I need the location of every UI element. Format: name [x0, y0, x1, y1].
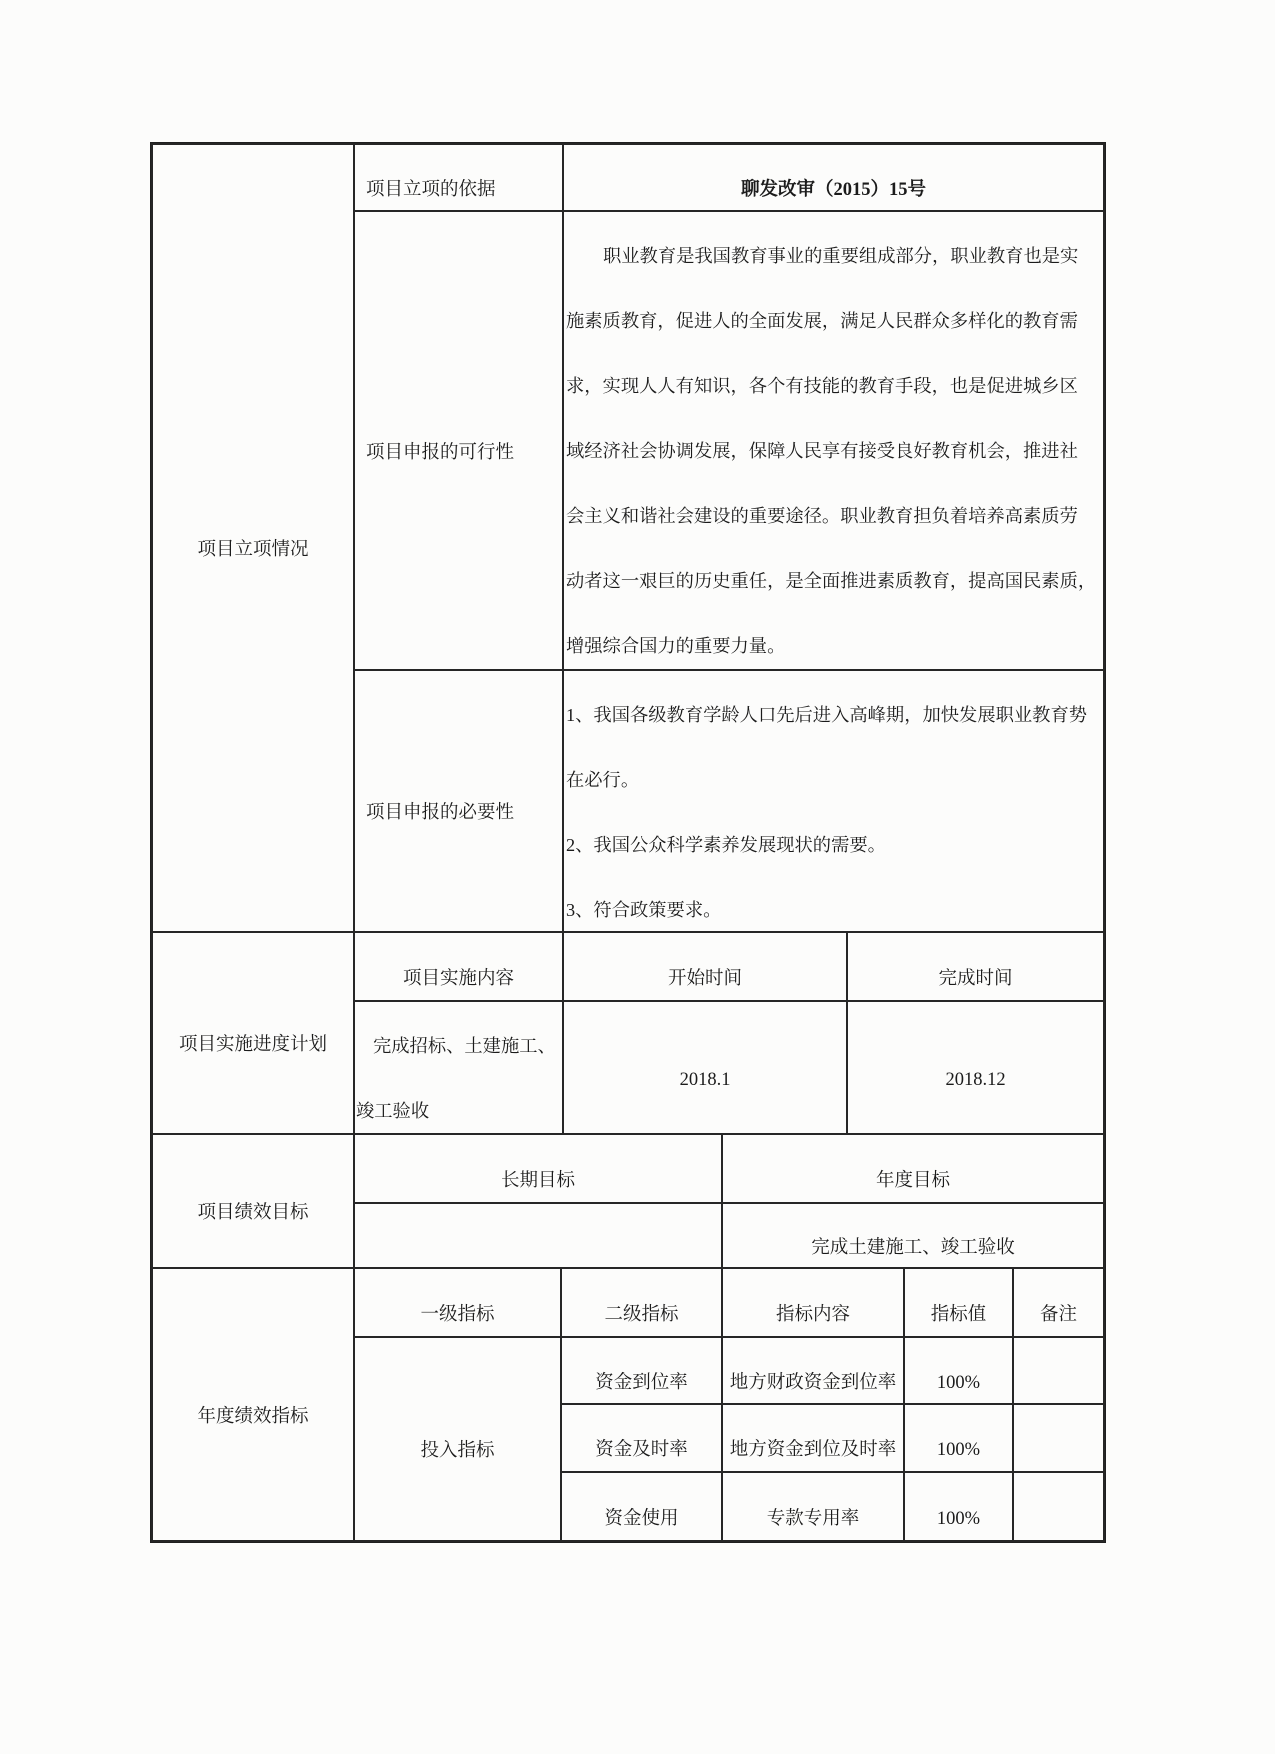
section-performance-goals-label: [151, 1133, 355, 1269]
schedule-content-line: 完成招标、土建施工、: [373, 1036, 556, 1056]
feasibility-line: 施素质教育，促进人的全面发展，满足人民群众多样化的教育需: [566, 311, 1078, 331]
section-label-text: 年度绩效指标: [197, 1406, 309, 1427]
basis-value: [562, 143, 1105, 212]
indicator-row-level2: [560, 1336, 723, 1405]
feasibility-text: [562, 210, 1105, 671]
cell-text: 100%: [936, 1372, 981, 1393]
schedule-start-text: 2018.1: [679, 1069, 731, 1090]
indicator-row-level2: [560, 1403, 723, 1473]
section-label-text: 项目绩效目标: [197, 1203, 309, 1223]
goals-annual-value: [721, 1202, 1105, 1269]
indicator-level1-value: [353, 1336, 562, 1542]
cell-text: 地方财政资金到位率: [729, 1372, 897, 1393]
indicator-row-note: [1012, 1336, 1105, 1405]
goals-long-term-value: [353, 1202, 723, 1269]
indicator-row-level2: [560, 1471, 723, 1542]
header-text: 年度目标: [875, 1170, 950, 1191]
section-establishment-label: [151, 143, 355, 933]
indicator-header-content: [721, 1267, 905, 1338]
schedule-content: [353, 1000, 564, 1135]
indicator-row-value: [903, 1403, 1014, 1473]
header-text: 二级指标: [604, 1304, 679, 1325]
feasibility-line: 职业教育是我国教育事业的重要组成部分，职业教育也是实: [603, 246, 1079, 266]
header-text: 开始时间: [667, 968, 742, 989]
necessity-line: 1、我国各级教育学龄人口先后进入高峰期，加快发展职业教育势: [566, 705, 1088, 725]
section-label-text: 项目立项情况: [197, 540, 309, 560]
indicator-header-note: [1012, 1267, 1105, 1338]
schedule-end-text: 2018.12: [945, 1069, 1006, 1090]
goals-header-long-term: [353, 1133, 723, 1204]
basis-value-text: 聊发改审（2015）15号: [740, 179, 926, 200]
feasibility-line: 增强综合国力的重要力量。: [566, 636, 786, 656]
header-text: 长期目标: [500, 1170, 575, 1191]
cell-text: 100%: [936, 1440, 981, 1460]
schedule-header-content: [353, 931, 564, 1002]
feasibility-label-text: 项目申报的可行性: [366, 442, 515, 463]
schedule-header-end: [846, 931, 1105, 1002]
schedule-end: [846, 1000, 1105, 1135]
schedule-content-line: 竣工验收: [356, 1101, 430, 1121]
section-label-text: 项目实施进度计划: [178, 1035, 327, 1055]
goals-header-annual: [721, 1133, 1105, 1204]
feasibility-line: 求，实现人人有知识，各个有技能的教育手段，也是促进城乡区: [566, 376, 1078, 396]
indicator-header-level2: [560, 1267, 723, 1338]
necessity-label: [353, 669, 564, 933]
indicator-row-content: [721, 1403, 905, 1473]
cell-text: 100%: [936, 1508, 981, 1529]
header-text: 一级指标: [420, 1304, 495, 1325]
necessity-line: 3、符合政策要求。: [566, 900, 722, 920]
header-text: 指标内容: [775, 1304, 850, 1325]
indicator-level1-text: 投入指标: [420, 1441, 495, 1461]
cell-text: 资金及时率: [595, 1440, 688, 1460]
schedule-start: [562, 1000, 848, 1135]
basis-label-text: 项目立项的依据: [366, 179, 496, 200]
header-text: 项目实施内容: [402, 968, 514, 989]
goals-annual-text: 完成土建施工、竣工验收: [811, 1237, 1015, 1258]
basis-label: [353, 143, 564, 212]
indicator-row-content: [721, 1471, 905, 1542]
header-text: 完成时间: [938, 968, 1013, 989]
necessity-line: 2、我国公众科学素养发展现状的需要。: [566, 835, 886, 855]
section-schedule-label: [151, 931, 355, 1135]
indicator-row-value: [903, 1336, 1014, 1405]
section-annual-indicators-label: [151, 1267, 355, 1542]
feasibility-label: [353, 210, 564, 671]
cell-text: 资金使用: [604, 1508, 679, 1529]
indicator-row-value: [903, 1471, 1014, 1542]
necessity-text: [562, 669, 1105, 933]
necessity-label-text: 项目申报的必要性: [366, 803, 515, 823]
indicator-row-note: [1012, 1471, 1105, 1542]
header-text: 指标值: [930, 1304, 987, 1325]
necessity-line: 在必行。: [566, 770, 640, 790]
cell-text: 专款专用率: [766, 1508, 860, 1529]
indicator-row-content: [721, 1336, 905, 1405]
indicator-header-level1: [353, 1267, 562, 1338]
feasibility-line: 域经济社会协调发展，保障人民享有接受良好教育机会，推进社: [566, 441, 1078, 461]
schedule-header-start: [562, 931, 848, 1002]
indicator-header-value: [903, 1267, 1014, 1338]
feasibility-line: 动者这一艰巨的历史重任，是全面推进素质教育，提高国民素质，: [566, 571, 1097, 591]
indicator-row-note: [1012, 1403, 1105, 1473]
cell-text: 资金到位率: [595, 1372, 688, 1393]
cell-text: 地方资金到位及时率: [729, 1440, 897, 1460]
feasibility-line: 会主义和谐社会建设的重要途径。职业教育担负着培养高素质劳: [566, 506, 1078, 526]
header-text: 备注: [1039, 1304, 1077, 1325]
